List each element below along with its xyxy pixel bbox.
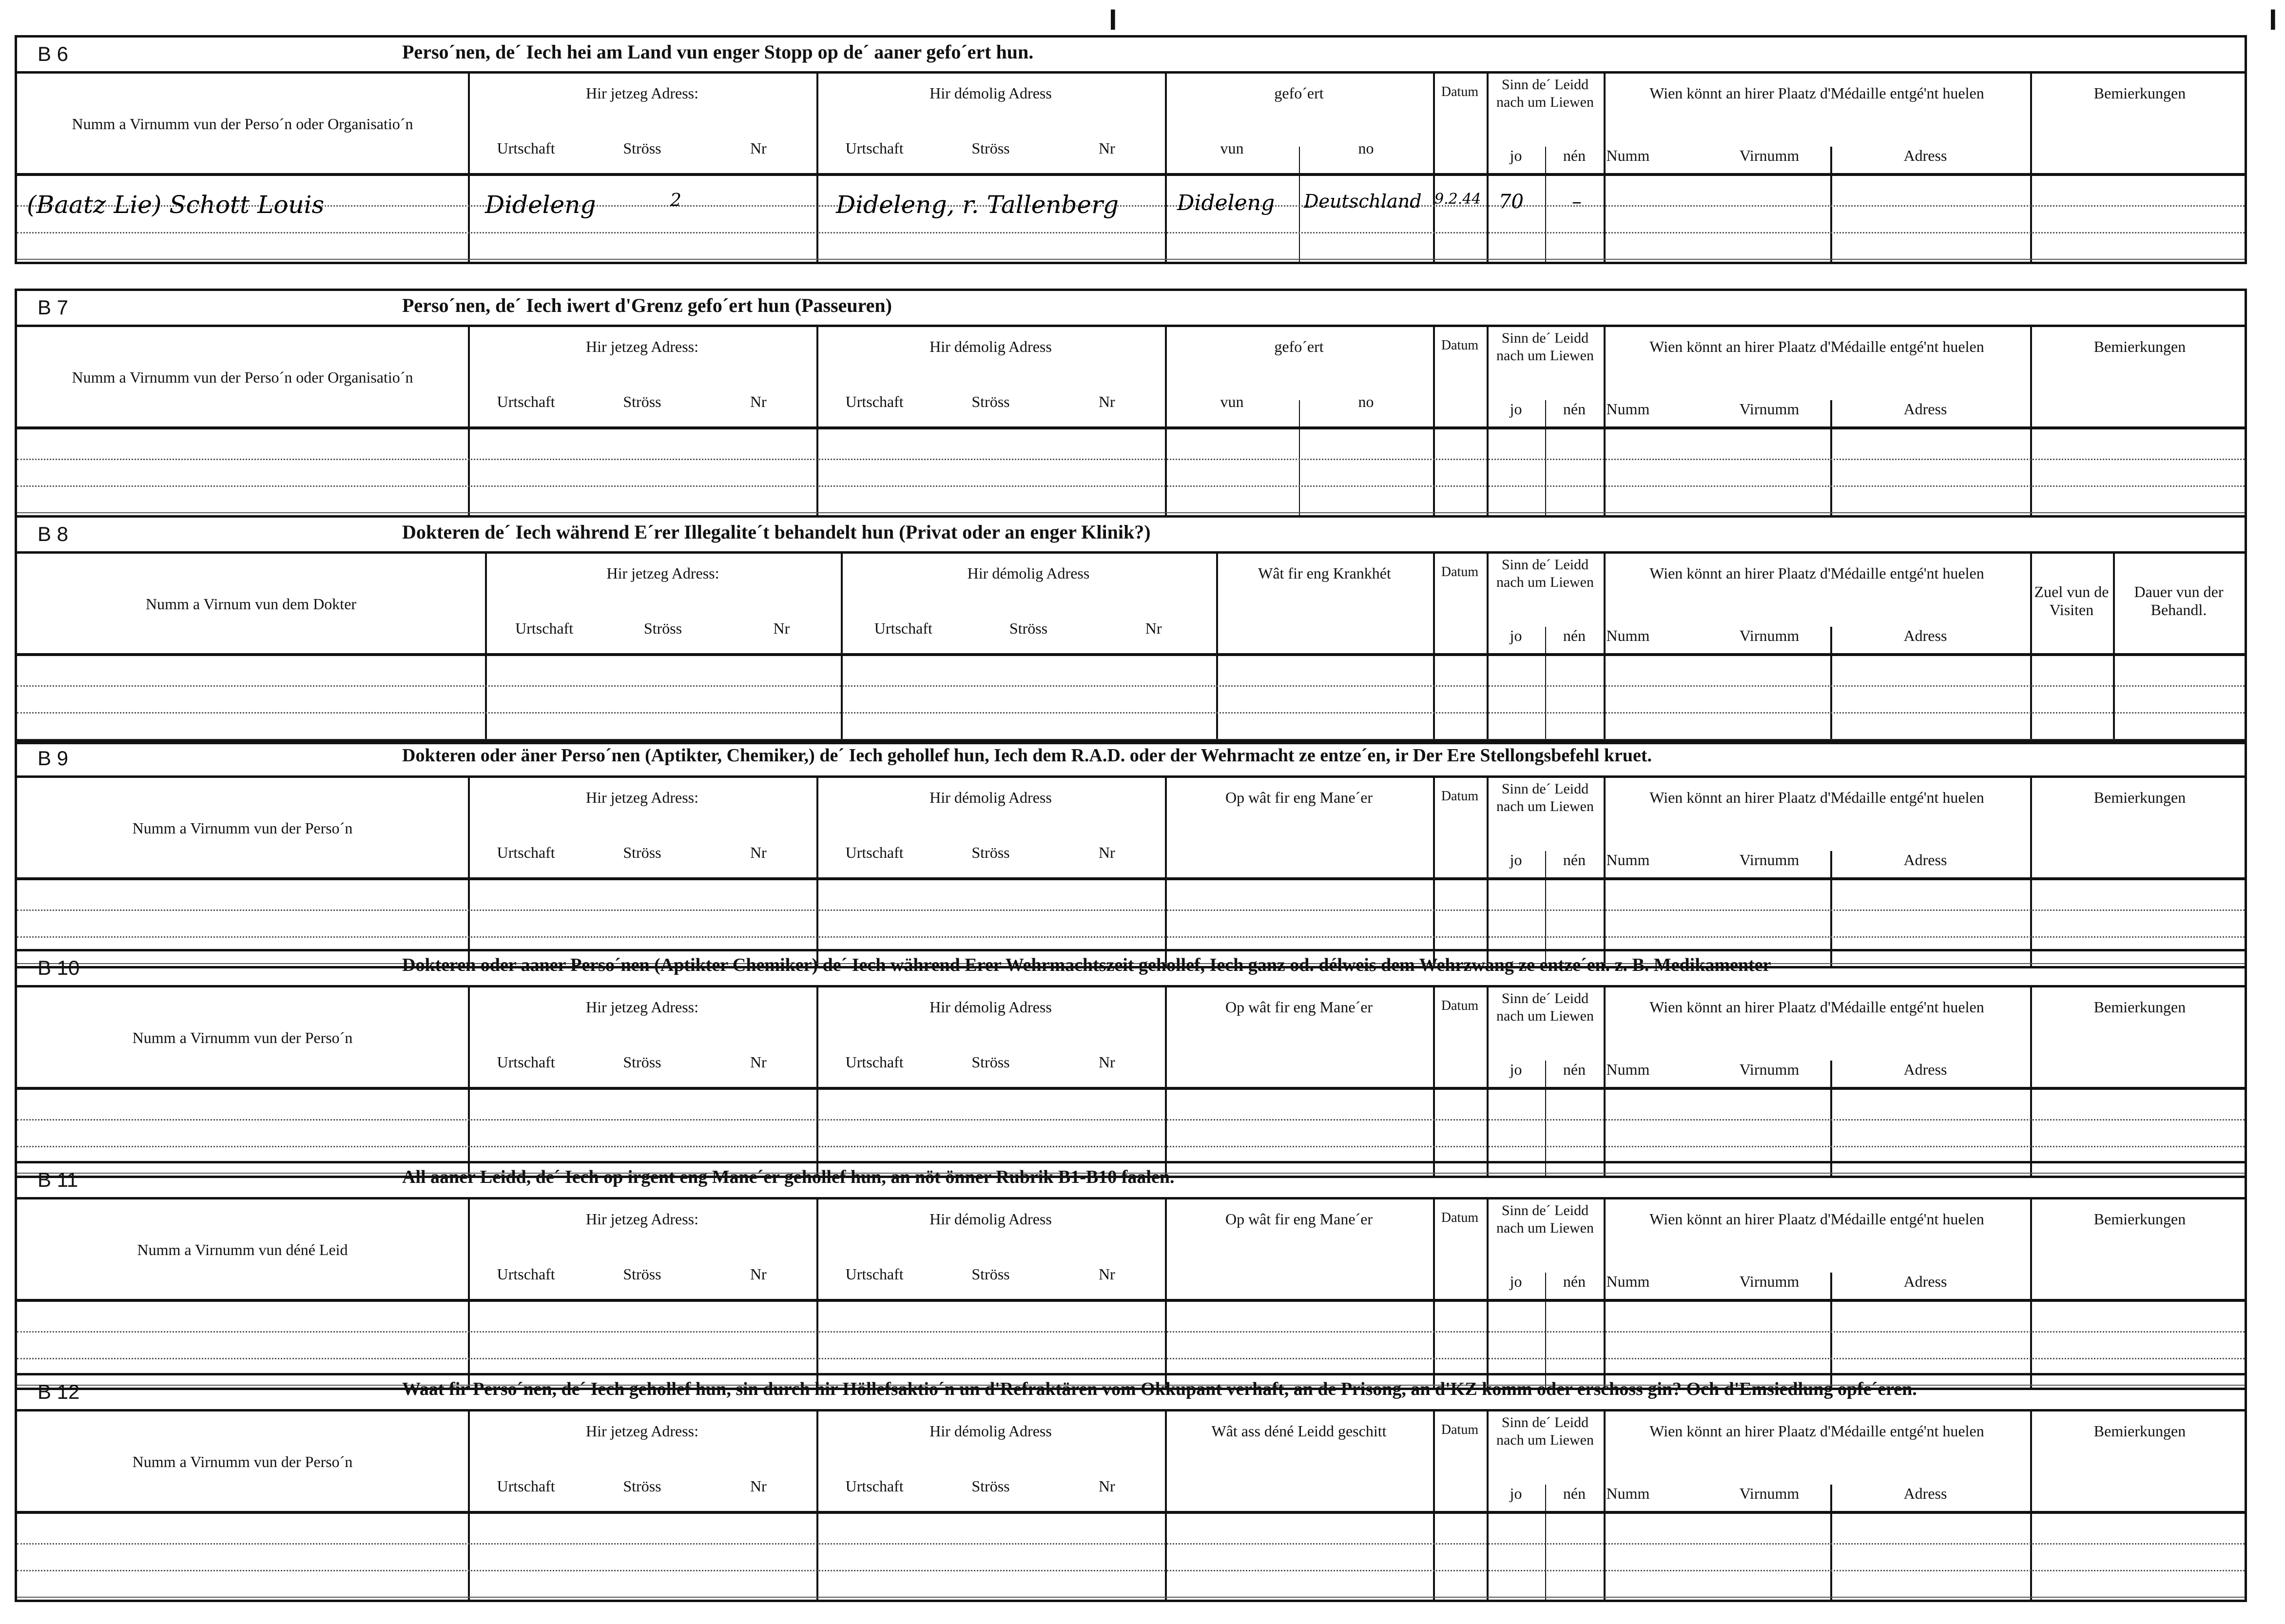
medal-recipient-address-header: Adress bbox=[1903, 147, 1947, 164]
row-separator bbox=[17, 712, 2245, 714]
current-address-header: Hir jetzeg Adress: bbox=[585, 789, 699, 806]
date-column-header: Datum bbox=[1441, 84, 1479, 99]
current-address-header: Hir jetzeg Adress: bbox=[606, 564, 719, 582]
current-address-street-header: Ströss bbox=[623, 1265, 661, 1283]
column-divider bbox=[2030, 327, 2032, 515]
column-divider bbox=[816, 1199, 818, 1388]
former-address-header: Hir démolig Adress bbox=[967, 564, 1090, 582]
entry-alive-no[interactable]: – bbox=[1572, 191, 1582, 213]
row-separator bbox=[17, 1358, 2245, 1359]
alive-yes-header: jo bbox=[1510, 851, 1522, 869]
name-column-header: Numm a Virnumm vun der Perso´n bbox=[132, 1029, 353, 1046]
transported-to-header: no bbox=[1358, 139, 1374, 157]
row-separator bbox=[17, 1543, 2245, 1545]
former-address-street-town-header: Urtschaft bbox=[845, 139, 904, 157]
column-divider bbox=[1545, 1273, 1546, 1388]
section-header bbox=[17, 742, 2245, 778]
current-address-street-town-header: Urtschaft bbox=[497, 139, 555, 157]
current-address-street-town-header: Urtschaft bbox=[497, 844, 555, 861]
header-row bbox=[17, 778, 2245, 880]
column-divider bbox=[1165, 327, 1167, 515]
section-title: Perso´nen, de´ Iech hei am Land vun enger Stopp op de´ aaner gefo´ert hun. bbox=[402, 41, 1034, 63]
alive-column-header: Sinn de´ Leidd nach um Liewen bbox=[1496, 781, 1594, 814]
current-address-street-header: Ströss bbox=[623, 844, 661, 861]
section-table bbox=[17, 987, 2245, 1176]
former-address-street-town-header: Urtschaft bbox=[845, 1477, 904, 1495]
alive-column-header: Sinn de´ Leidd nach um Liewen bbox=[1496, 330, 1594, 364]
alive-column-header: Sinn de´ Leidd nach um Liewen bbox=[1496, 1414, 1594, 1448]
section-id: B 10 bbox=[38, 956, 80, 979]
alive-no-header: nén bbox=[1563, 1061, 1586, 1078]
date-column-header: Datum bbox=[1441, 1210, 1479, 1225]
entry-name[interactable]: (Baatz Lie) Schott Louis bbox=[27, 191, 325, 219]
former-address-header: Hir démolig Adress bbox=[929, 789, 1052, 806]
medal-recipient-address-header: Adress bbox=[1903, 1061, 1947, 1078]
form-page bbox=[15, 35, 2247, 1602]
column-divider bbox=[2030, 778, 2032, 966]
section-b10 bbox=[15, 949, 2247, 1178]
header-row bbox=[17, 1199, 2245, 1302]
remarks-header: Bemierkungen bbox=[2093, 998, 2186, 1016]
name-column-header: Numm a Virnum vun dem Dokter bbox=[145, 595, 357, 613]
column-divider bbox=[1604, 987, 1606, 1176]
entry-to[interactable]: Deutschland bbox=[1304, 191, 1422, 212]
section-id: B 6 bbox=[38, 42, 69, 65]
section-header bbox=[17, 38, 2245, 74]
detail-column-header: Op wât fir eng Mane´er bbox=[1225, 789, 1373, 806]
row-separator bbox=[17, 909, 2245, 911]
column-divider bbox=[1165, 74, 1167, 262]
medal-recipient-address-header: Adress bbox=[1903, 400, 1947, 418]
entry-date[interactable]: 9.2.44 bbox=[1434, 191, 1481, 208]
column-divider bbox=[1604, 1411, 1606, 1600]
current-address-street-header: Ströss bbox=[623, 393, 661, 410]
current-address-street-town-header: Urtschaft bbox=[515, 619, 574, 637]
former-address-number-header: Nr bbox=[1098, 844, 1115, 861]
date-column-header: Datum bbox=[1441, 998, 1479, 1013]
entry-current-number[interactable]: 2 bbox=[670, 191, 681, 211]
medal-recipient-header: Wien könnt an hirer Plaatz d'Médaille entgé'nt huelen bbox=[1649, 1422, 1984, 1440]
medal-recipient-header: Wien könnt an hirer Plaatz d'Médaille entgé'nt huelen bbox=[1649, 1210, 1984, 1228]
medal-recipient-header: Wien könnt an hirer Plaatz d'Médaille entgé'nt huelen bbox=[1649, 84, 1984, 102]
column-divider bbox=[1830, 1485, 1832, 1600]
column-divider bbox=[1487, 1411, 1489, 1600]
date-column-header: Datum bbox=[1441, 564, 1479, 580]
column-divider bbox=[1830, 627, 1832, 742]
current-address-street-header: Ströss bbox=[623, 1053, 661, 1071]
section-table bbox=[17, 778, 2245, 966]
alive-no-header: nén bbox=[1563, 147, 1586, 164]
row-separator bbox=[17, 232, 2245, 233]
section-header bbox=[17, 518, 2245, 554]
column-divider bbox=[2030, 987, 2032, 1176]
column-divider bbox=[1604, 74, 1606, 262]
treatment-duration-header: Dauer vun der Behandl. bbox=[2134, 583, 2224, 619]
current-address-header: Hir jetzeg Adress: bbox=[585, 84, 699, 102]
column-divider bbox=[468, 327, 470, 515]
section-id: B 12 bbox=[38, 1380, 80, 1403]
former-address-street-town-header: Urtschaft bbox=[845, 1265, 904, 1283]
column-divider bbox=[468, 778, 470, 966]
medal-recipient-header: Wien könnt an hirer Plaatz d'Médaille entgé'nt huelen bbox=[1649, 564, 1984, 582]
alive-no-header: nén bbox=[1563, 627, 1586, 644]
top-marker: I bbox=[1109, 3, 1117, 36]
section-b7 bbox=[15, 289, 2247, 518]
current-address-street-town-header: Urtschaft bbox=[497, 1053, 555, 1071]
transported-to-header: no bbox=[1358, 393, 1374, 410]
alive-yes-header: jo bbox=[1510, 627, 1522, 644]
column-divider bbox=[468, 1199, 470, 1388]
column-divider bbox=[1830, 147, 1832, 262]
medal-recipient-address-header: Adress bbox=[1903, 627, 1947, 644]
section-title: All aaner Leidd, de´ Iech op irgent eng Mane´er gehollef hun, an nöt önner Rubrik B1-B10 faalen. bbox=[402, 1167, 1175, 1187]
name-column-header: Numm a Virnumm vun der Perso´n oder Organisatio´n bbox=[72, 115, 413, 133]
detail-column-header: gefo´ert bbox=[1274, 338, 1324, 355]
medal-recipient-name-header: Numm bbox=[1606, 400, 1650, 418]
medal-recipient-header: Wien könnt an hirer Plaatz d'Médaille entgé'nt huelen bbox=[1649, 338, 1984, 355]
medal-recipient-firstname-header: Virnumm bbox=[1739, 1061, 1800, 1078]
column-divider bbox=[468, 74, 470, 262]
date-column-header: Datum bbox=[1441, 1422, 1479, 1437]
entry-former-address[interactable]: Dideleng, r. Tallenberg bbox=[836, 191, 1119, 219]
row-separator bbox=[17, 1331, 2245, 1333]
column-divider bbox=[1604, 554, 1606, 742]
alive-yes-header: jo bbox=[1510, 147, 1522, 164]
remarks-header: Bemierkungen bbox=[2093, 84, 2186, 102]
former-address-street-header: Ströss bbox=[971, 1053, 1010, 1071]
current-address-number-header: Nr bbox=[750, 1053, 767, 1071]
detail-column-header: Op wât fir eng Mane´er bbox=[1225, 998, 1373, 1016]
medal-recipient-name-header: Numm bbox=[1606, 851, 1650, 869]
section-header bbox=[17, 1375, 2245, 1411]
medal-recipient-firstname-header: Virnumm bbox=[1739, 400, 1800, 418]
former-address-header: Hir démolig Adress bbox=[929, 1422, 1052, 1440]
transported-from-header: vun bbox=[1220, 139, 1244, 157]
column-divider bbox=[1433, 1411, 1435, 1600]
former-address-header: Hir démolig Adress bbox=[929, 338, 1052, 355]
column-divider bbox=[1165, 1199, 1167, 1388]
column-divider bbox=[1545, 627, 1546, 742]
alive-yes-header: jo bbox=[1510, 1273, 1522, 1290]
medal-recipient-firstname-header: Virnumm bbox=[1739, 627, 1800, 644]
current-address-number-header: Nr bbox=[750, 139, 767, 157]
former-address-street-town-header: Urtschaft bbox=[845, 844, 904, 861]
medal-recipient-firstname-header: Virnumm bbox=[1739, 851, 1800, 869]
column-divider bbox=[816, 74, 818, 262]
section-table bbox=[17, 327, 2245, 515]
row-separator bbox=[17, 1570, 2245, 1571]
current-address-street-town-header: Urtschaft bbox=[497, 393, 555, 410]
column-divider bbox=[1487, 1199, 1489, 1388]
column-divider bbox=[2030, 554, 2032, 742]
current-address-number-header: Nr bbox=[750, 393, 767, 410]
column-divider bbox=[816, 778, 818, 966]
row-separator bbox=[17, 459, 2245, 460]
column-divider bbox=[1433, 1199, 1435, 1388]
header-row bbox=[17, 987, 2245, 1090]
former-address-street-town-header: Urtschaft bbox=[874, 619, 932, 637]
current-address-street-header: Ströss bbox=[643, 619, 682, 637]
medal-recipient-header: Wien könnt an hirer Plaatz d'Médaille entgé'nt huelen bbox=[1649, 998, 1984, 1016]
alive-column-header: Sinn de´ Leidd nach um Liewen bbox=[1496, 77, 1594, 110]
row-separator bbox=[17, 936, 2245, 938]
column-divider bbox=[1487, 74, 1489, 262]
medal-recipient-address-header: Adress bbox=[1903, 851, 1947, 869]
remarks-header: Bemierkungen bbox=[2093, 1422, 2186, 1440]
current-address-header: Hir jetzeg Adress: bbox=[585, 1210, 699, 1228]
column-divider bbox=[1433, 554, 1435, 742]
former-address-number-header: Nr bbox=[1098, 1477, 1115, 1495]
column-divider bbox=[1545, 400, 1546, 515]
former-address-number-header: Nr bbox=[1098, 139, 1115, 157]
column-divider bbox=[1545, 1485, 1546, 1600]
former-address-street-header: Ströss bbox=[971, 1477, 1010, 1495]
column-divider bbox=[1487, 778, 1489, 966]
section-header bbox=[17, 1163, 2245, 1199]
alive-no-header: nén bbox=[1563, 851, 1586, 869]
header-row bbox=[17, 554, 2245, 656]
column-divider bbox=[1604, 1199, 1606, 1388]
right-marker: I bbox=[2269, 3, 2277, 36]
current-address-number-header: Nr bbox=[750, 1265, 767, 1283]
column-divider bbox=[1830, 1273, 1832, 1388]
medal-recipient-name-header: Numm bbox=[1606, 627, 1650, 644]
column-divider bbox=[1165, 778, 1167, 966]
entry-from[interactable]: Dideleng bbox=[1177, 191, 1275, 215]
alive-no-header: nén bbox=[1563, 1273, 1586, 1290]
medal-recipient-name-header: Numm bbox=[1606, 1061, 1650, 1078]
visit-count-header: Zuel vun de Visiten bbox=[2034, 583, 2109, 619]
former-address-header: Hir démolig Adress bbox=[929, 1210, 1052, 1228]
former-address-number-header: Nr bbox=[1145, 619, 1162, 637]
former-address-header: Hir démolig Adress bbox=[929, 998, 1052, 1016]
section-b12 bbox=[15, 1373, 2247, 1602]
row-separator bbox=[17, 259, 2245, 260]
column-divider bbox=[1433, 987, 1435, 1176]
current-address-header: Hir jetzeg Adress: bbox=[585, 998, 699, 1016]
date-column-header: Datum bbox=[1441, 338, 1479, 353]
current-address-street-header: Ströss bbox=[623, 139, 661, 157]
name-column-header: Numm a Virnumm vun der Perso´n oder Organisatio´n bbox=[72, 368, 413, 386]
medal-recipient-firstname-header: Virnumm bbox=[1739, 1485, 1800, 1502]
column-divider bbox=[2113, 554, 2115, 742]
former-address-street-town-header: Urtschaft bbox=[845, 1053, 904, 1071]
column-divider bbox=[2030, 1411, 2032, 1600]
current-address-header: Hir jetzeg Adress: bbox=[585, 338, 699, 355]
column-divider bbox=[1299, 400, 1300, 515]
name-column-header: Numm a Virnumm vun der Perso´n bbox=[132, 819, 353, 837]
header-row bbox=[17, 74, 2245, 176]
medal-recipient-name-header: Numm bbox=[1606, 147, 1650, 164]
medal-recipient-firstname-header: Virnumm bbox=[1739, 147, 1800, 164]
column-divider bbox=[841, 554, 843, 742]
transported-from-header: vun bbox=[1220, 393, 1244, 410]
alive-yes-header: jo bbox=[1510, 1485, 1522, 1502]
section-id: B 11 bbox=[38, 1168, 78, 1191]
medal-recipient-name-header: Numm bbox=[1606, 1273, 1650, 1290]
section-b8 bbox=[15, 515, 2247, 744]
row-separator bbox=[17, 205, 2245, 207]
row-separator bbox=[17, 512, 2245, 513]
section-title: Dokteren oder äner Perso´nen (Aptikter, Chemiker,) de´ Iech gehollef hun, Iech dem R.A.D. oder der Wehrmacht ze entze´en, ir Der Ere Stellongsbefehl kruet. bbox=[402, 745, 1652, 766]
alive-no-header: nén bbox=[1563, 400, 1586, 418]
alive-no-header: nén bbox=[1563, 1485, 1586, 1502]
current-address-number-header: Nr bbox=[750, 1477, 767, 1495]
column-divider bbox=[1165, 987, 1167, 1176]
row-separator bbox=[17, 485, 2245, 487]
column-divider bbox=[485, 554, 487, 742]
former-address-number-header: Nr bbox=[1098, 1053, 1115, 1071]
section-id: B 8 bbox=[38, 522, 69, 545]
current-address-header: Hir jetzeg Adress: bbox=[585, 1422, 699, 1440]
column-divider bbox=[1830, 1061, 1832, 1176]
medal-recipient-address-header: Adress bbox=[1903, 1485, 1947, 1502]
alive-yes-header: jo bbox=[1510, 1061, 1522, 1078]
former-address-number-header: Nr bbox=[1098, 1265, 1115, 1283]
row-separator bbox=[17, 685, 2245, 687]
column-divider bbox=[1487, 987, 1489, 1176]
column-divider bbox=[1487, 327, 1489, 515]
section-header bbox=[17, 951, 2245, 987]
current-address-number-header: Nr bbox=[750, 844, 767, 861]
detail-column-header: gefo´ert bbox=[1274, 84, 1324, 102]
column-divider bbox=[1433, 74, 1435, 262]
current-address-street-town-header: Urtschaft bbox=[497, 1265, 555, 1283]
current-address-street-town-header: Urtschaft bbox=[497, 1477, 555, 1495]
column-divider bbox=[816, 327, 818, 515]
date-column-header: Datum bbox=[1441, 789, 1479, 804]
entry-current-town[interactable]: Dideleng bbox=[485, 191, 596, 219]
section-table bbox=[17, 554, 2245, 742]
section-table bbox=[17, 1411, 2245, 1600]
section-table bbox=[17, 74, 2245, 262]
section-title: Waat fir Perso´nen, de´ Iech gehollef hun, sin durch hir Höllefsaktio´n un d'Refraktären vom Okkupant verhaft, an de Prisong, an d'KZ komm oder erschoss gin? Och d'Emsiedlung opfe´eren. bbox=[402, 1379, 1917, 1399]
alive-column-header: Sinn de´ Leidd nach um Liewen bbox=[1496, 1202, 1594, 1236]
detail-column-header: Wât fir eng Krankhét bbox=[1258, 564, 1391, 582]
column-divider bbox=[1830, 400, 1832, 515]
remarks-header: Bemierkungen bbox=[2093, 338, 2186, 355]
section-id: B 7 bbox=[38, 296, 69, 319]
section-title: Dokteren oder aaner Perso´nen (Aptikter Chemiker) de´ Iech während Erer Wehrmachtszeit gehollef, Iech ganz od. délweis dem Wehrzwang ze entze´en. z. B. Medikamenter bbox=[402, 955, 1771, 975]
section-b11 bbox=[15, 1161, 2247, 1390]
medal-recipient-address-header: Adress bbox=[1903, 1273, 1947, 1290]
section-header bbox=[17, 291, 2245, 327]
former-address-header: Hir démolig Adress bbox=[929, 84, 1052, 102]
row-separator bbox=[17, 1146, 2245, 1147]
column-divider bbox=[2030, 1199, 2032, 1388]
section-title: Perso´nen, de´ Iech iwert d'Grenz gefo´ert hun (Passeuren) bbox=[402, 294, 892, 316]
former-address-street-header: Ströss bbox=[1009, 619, 1048, 637]
current-address-number-header: Nr bbox=[773, 619, 790, 637]
header-row bbox=[17, 1411, 2245, 1514]
detail-column-header: Op wât fir eng Mane´er bbox=[1225, 1210, 1373, 1228]
column-divider bbox=[1216, 554, 1218, 742]
section-table bbox=[17, 1199, 2245, 1388]
column-divider bbox=[2030, 74, 2032, 262]
header-row bbox=[17, 327, 2245, 429]
former-address-street-header: Ströss bbox=[971, 393, 1010, 410]
column-divider bbox=[468, 987, 470, 1176]
current-address-street-header: Ströss bbox=[623, 1477, 661, 1495]
row-separator bbox=[17, 1597, 2245, 1598]
column-divider bbox=[1604, 327, 1606, 515]
column-divider bbox=[1545, 147, 1546, 262]
column-divider bbox=[1433, 778, 1435, 966]
alive-column-header: Sinn de´ Leidd nach um Liewen bbox=[1496, 557, 1594, 590]
section-b9 bbox=[15, 739, 2247, 968]
former-address-number-header: Nr bbox=[1098, 393, 1115, 410]
detail-column-header: Wât ass déné Leidd geschitt bbox=[1211, 1422, 1387, 1440]
section-title: Dokteren de´ Iech während E´rer Illegalite´t behandelt hun (Privat oder an enger Klinik?) bbox=[402, 521, 1151, 543]
medal-recipient-header: Wien könnt an hirer Plaatz d'Médaille entgé'nt huelen bbox=[1649, 789, 1984, 806]
entry-alive-yes[interactable]: 70 bbox=[1499, 191, 1524, 213]
column-divider bbox=[468, 1411, 470, 1600]
alive-yes-header: jo bbox=[1510, 400, 1522, 418]
column-divider bbox=[816, 1411, 818, 1600]
row-separator bbox=[17, 1119, 2245, 1121]
remarks-header: Bemierkungen bbox=[2093, 789, 2186, 806]
former-address-street-header: Ströss bbox=[971, 139, 1010, 157]
column-divider bbox=[1165, 1411, 1167, 1600]
name-column-header: Numm a Virnumm vun déné Leid bbox=[137, 1241, 348, 1258]
section-id: B 9 bbox=[38, 747, 69, 770]
column-divider bbox=[1433, 327, 1435, 515]
alive-column-header: Sinn de´ Leidd nach um Liewen bbox=[1496, 990, 1594, 1024]
column-divider bbox=[1299, 147, 1300, 262]
column-divider bbox=[816, 987, 818, 1176]
remarks-header: Bemierkungen bbox=[2093, 1210, 2186, 1228]
name-column-header: Numm a Virnumm vun der Perso´n bbox=[132, 1453, 353, 1470]
former-address-street-header: Ströss bbox=[971, 1265, 1010, 1283]
section-b6 bbox=[15, 35, 2247, 264]
column-divider bbox=[1604, 778, 1606, 966]
medal-recipient-firstname-header: Virnumm bbox=[1739, 1273, 1800, 1290]
medal-recipient-name-header: Numm bbox=[1606, 1485, 1650, 1502]
former-address-street-town-header: Urtschaft bbox=[845, 393, 904, 410]
column-divider bbox=[1545, 1061, 1546, 1176]
column-divider bbox=[1487, 554, 1489, 742]
former-address-street-header: Ströss bbox=[971, 844, 1010, 861]
